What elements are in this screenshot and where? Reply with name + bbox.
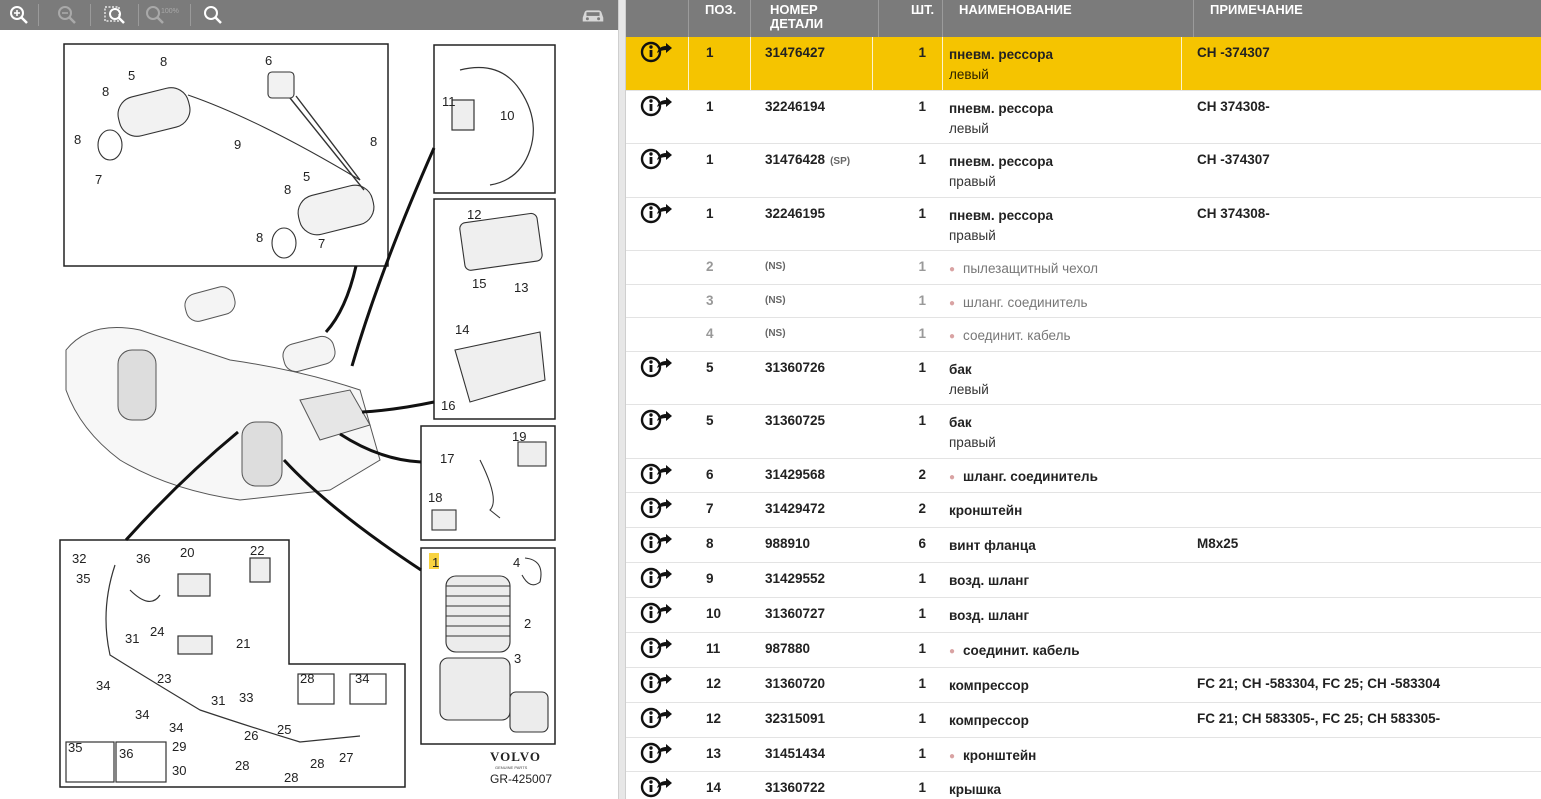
row-pos: 11 <box>706 641 721 656</box>
row-qty: 6 <box>918 536 926 551</box>
callout-33: 33 <box>239 690 254 705</box>
table-row[interactable] <box>626 668 1541 703</box>
table-row[interactable] <box>626 703 1541 738</box>
diagram-pane <box>0 0 618 799</box>
callout-5a: 5 <box>128 68 136 83</box>
callout-8b: 8 <box>102 84 110 99</box>
callout-32: 32 <box>72 551 87 566</box>
row-pos: 8 <box>706 536 714 551</box>
table-row[interactable] <box>626 144 1541 198</box>
row-name: ● соединит. кабель <box>949 328 1071 343</box>
row-name: пневм. рессора правый <box>949 154 1054 189</box>
diagram-toolbar <box>0 0 618 30</box>
callout-35a: 35 <box>76 571 91 586</box>
diagram-code: GR-425007 <box>490 772 553 786</box>
callout-31b: 31 <box>211 693 226 708</box>
table-row[interactable] <box>626 405 1541 459</box>
row-note: CH -374307 <box>1197 45 1270 60</box>
row-qty: 1 <box>918 152 926 167</box>
search-button[interactable] <box>198 2 228 28</box>
callout-9: 9 <box>234 137 242 152</box>
callout-10: 10 <box>500 108 515 123</box>
callout-4: 4 <box>513 555 521 570</box>
parts-table <box>626 0 1541 799</box>
info-link-icon[interactable] <box>640 40 674 64</box>
zoom-in-button[interactable] <box>4 2 34 28</box>
svg-text:VOLVO: VOLVO <box>490 749 541 764</box>
info-link-icon[interactable] <box>640 462 674 486</box>
row-part-number[interactable]: 32246194 <box>765 99 826 114</box>
header-pos: ПОЗ. <box>705 2 737 17</box>
info-link-icon[interactable] <box>640 636 674 660</box>
row-qty: 1 <box>918 206 926 221</box>
table-row[interactable] <box>626 738 1541 772</box>
callout-36b: 36 <box>119 746 134 761</box>
row-part-number[interactable]: 31360725 <box>765 413 826 428</box>
row-note: CH 374308- <box>1197 99 1270 114</box>
table-row[interactable] <box>626 493 1541 528</box>
table-row[interactable] <box>626 318 1541 352</box>
table-header <box>626 0 1541 37</box>
row-qty: 2 <box>918 501 926 516</box>
callout-30: 30 <box>172 763 187 778</box>
row-part-number[interactable]: 31360727 <box>765 606 826 621</box>
callout-14: 14 <box>455 322 470 337</box>
bullet-icon: ● <box>949 264 956 275</box>
row-name: бак левый <box>949 362 989 397</box>
callout-5b: 5 <box>303 169 311 184</box>
row-part-number[interactable]: 31360722 <box>765 780 826 795</box>
row-pos: 9 <box>706 571 714 586</box>
row-pos: 1 <box>706 45 714 60</box>
row-name: компрессор <box>949 678 1029 693</box>
row-pos: 4 <box>706 326 714 341</box>
row-pos: 5 <box>706 360 714 375</box>
callout-28a: 28 <box>300 671 315 686</box>
zoom-100-label: 100% <box>161 8 179 15</box>
table-row[interactable] <box>626 772 1541 799</box>
row-pos: 3 <box>706 293 714 308</box>
row-part-number[interactable]: 31360720 <box>765 676 826 691</box>
row-name: винт фланца <box>949 538 1036 553</box>
row-name: компрессор <box>949 713 1029 728</box>
row-name: кронштейн <box>949 503 1023 518</box>
callout-18: 18 <box>428 490 443 505</box>
callout-12: 12 <box>467 207 482 222</box>
callout-8a: 8 <box>160 54 168 69</box>
svg-text:GENUINE PARTS: GENUINE PARTS <box>495 765 528 770</box>
callout-31a: 31 <box>125 631 140 646</box>
info-link-icon[interactable] <box>640 147 674 171</box>
zoom-in-icon <box>8 4 30 26</box>
row-note: FC 21; CH -583304, FC 25; CH -583304 <box>1197 676 1441 691</box>
row-part-number[interactable]: 31360726 <box>765 360 826 375</box>
table-row[interactable] <box>626 198 1541 251</box>
callout-6: 6 <box>265 53 273 68</box>
info-link-icon[interactable] <box>640 496 674 520</box>
row-pos: 1 <box>706 152 714 167</box>
row-part-number[interactable]: 988910 <box>765 536 811 551</box>
row-name: пневм. рессора левый <box>949 47 1054 82</box>
info-link-icon[interactable] <box>640 601 674 625</box>
row-qty: 1 <box>918 571 926 586</box>
row-part-number[interactable]: 32315091 <box>765 711 826 726</box>
row-pos: 7 <box>706 501 714 516</box>
row-qty: 1 <box>918 413 926 428</box>
callout-22: 22 <box>250 543 265 558</box>
row-part-number[interactable]: 31429568 <box>765 467 826 482</box>
row-name: ● шланг. соединитель <box>949 295 1088 310</box>
info-link-icon[interactable] <box>640 94 674 118</box>
callout-13: 13 <box>514 280 529 295</box>
row-qty: 1 <box>918 326 926 341</box>
callout-7a: 7 <box>95 172 103 187</box>
header-name: НАИМЕНОВАНИЕ <box>959 2 1072 17</box>
zoom-fit-icon <box>104 4 126 26</box>
bullet-icon: ● <box>949 646 956 657</box>
search-icon <box>202 4 224 26</box>
row-part-number[interactable]: (NS) <box>765 328 786 339</box>
table-row[interactable] <box>626 251 1541 285</box>
row-note: CH 374308- <box>1197 206 1270 221</box>
row-part-number[interactable]: 31429552 <box>765 571 826 586</box>
callout-8e: 8 <box>284 182 292 197</box>
row-name: крышка <box>949 782 1002 797</box>
info-link-icon[interactable] <box>640 201 674 225</box>
row-pos: 10 <box>706 606 722 621</box>
bullet-icon: ● <box>949 751 956 762</box>
parts-diagram <box>0 30 618 799</box>
callout-8c: 8 <box>74 132 82 147</box>
row-name: ● шланг. соединитель <box>949 469 1098 484</box>
callout-34b: 34 <box>135 707 150 722</box>
row-qty: 1 <box>918 711 926 726</box>
car-icon <box>579 4 607 26</box>
callout-34c: 34 <box>169 720 184 735</box>
row-pos: 14 <box>706 780 722 795</box>
row-name: ● пылезащитный чехол <box>949 261 1099 276</box>
row-qty: 1 <box>918 45 926 60</box>
callout-3: 3 <box>514 651 522 666</box>
row-qty: 2 <box>918 467 926 482</box>
row-note: CH -374307 <box>1197 152 1270 167</box>
row-name: ● кронштейн <box>949 748 1037 763</box>
pane-splitter[interactable] <box>618 0 626 799</box>
row-qty: 1 <box>918 606 926 621</box>
zoom-100-icon <box>144 4 184 26</box>
callout-11: 11 <box>442 94 456 109</box>
callout-21: 21 <box>236 636 251 651</box>
callout-7b: 7 <box>318 236 326 251</box>
row-sp-tag: (SP) <box>830 156 851 167</box>
row-pos: 13 <box>706 746 722 761</box>
row-part-number[interactable]: (NS) <box>765 295 786 306</box>
table-row[interactable] <box>626 528 1541 563</box>
row-name: ● соединит. кабель <box>949 643 1080 658</box>
row-note: M8x25 <box>1197 536 1239 551</box>
row-pos: 12 <box>706 711 722 726</box>
callout-36a: 36 <box>136 551 151 566</box>
info-link-icon[interactable] <box>640 706 674 730</box>
row-part-number[interactable]: 31476427 <box>765 45 826 60</box>
row-pos: 5 <box>706 413 714 428</box>
zoom-out-button[interactable] <box>52 2 82 28</box>
callout-1: 1 <box>432 555 440 570</box>
callout-28b: 28 <box>235 758 250 773</box>
callout-20: 20 <box>180 545 195 560</box>
row-qty: 1 <box>918 676 926 691</box>
table-row[interactable] <box>626 37 1541 91</box>
table-row[interactable] <box>626 285 1541 318</box>
info-link-icon[interactable] <box>640 671 674 695</box>
row-name: бак правый <box>949 415 996 450</box>
table-row[interactable] <box>626 352 1541 405</box>
callout-29: 29 <box>172 739 187 754</box>
callout-27: 27 <box>339 750 354 765</box>
callout-8f: 8 <box>256 230 264 245</box>
info-link-icon[interactable] <box>640 408 674 432</box>
row-qty: 1 <box>918 259 926 274</box>
table-row[interactable] <box>626 598 1541 633</box>
row-qty: 1 <box>918 293 926 308</box>
bullet-icon: ● <box>949 298 956 309</box>
header-qty: ШТ. <box>911 2 935 17</box>
info-link-icon[interactable] <box>640 531 674 555</box>
vehicle-button[interactable] <box>576 2 610 28</box>
callout-28c: 28 <box>284 770 299 785</box>
row-qty: 1 <box>918 641 926 656</box>
info-link-icon[interactable] <box>640 355 674 379</box>
volvo-logo <box>490 749 541 770</box>
callout-15: 15 <box>472 276 487 291</box>
row-name: пневм. рессора правый <box>949 208 1054 243</box>
row-qty: 1 <box>918 780 926 795</box>
row-part-number[interactable]: 31429472 <box>765 501 826 516</box>
callout-8d: 8 <box>370 134 378 149</box>
callout-34d: 34 <box>355 671 370 686</box>
table-row[interactable] <box>626 459 1541 493</box>
row-pos: 1 <box>706 206 714 221</box>
callout-19: 19 <box>512 429 527 444</box>
row-qty: 1 <box>918 360 926 375</box>
row-part-number[interactable]: (NS) <box>765 261 786 272</box>
zoom-100-button[interactable] <box>142 2 186 28</box>
header-number: НОМЕР ДЕТАЛИ <box>770 2 824 31</box>
row-part-number[interactable]: 31476428 (SP) <box>765 152 851 167</box>
row-part-number[interactable]: 987880 <box>765 641 811 656</box>
callout-2: 2 <box>524 616 532 631</box>
zoom-fit-button[interactable] <box>100 2 130 28</box>
info-link-icon[interactable] <box>640 775 674 799</box>
bullet-icon: ● <box>949 331 956 342</box>
callout-17: 17 <box>440 451 455 466</box>
info-link-icon[interactable] <box>640 741 674 765</box>
callout-25: 25 <box>277 722 292 737</box>
table-row[interactable] <box>626 563 1541 598</box>
callout-24: 24 <box>150 624 165 639</box>
row-part-number[interactable]: 32246195 <box>765 206 826 221</box>
row-name: возд. шланг <box>949 608 1030 623</box>
table-row[interactable] <box>626 91 1541 144</box>
bullet-icon: ● <box>949 472 956 483</box>
callout-28d: 28 <box>310 756 325 771</box>
row-name: пневм. рессора левый <box>949 101 1054 136</box>
row-pos: 1 <box>706 99 714 114</box>
row-qty: 1 <box>918 746 926 761</box>
row-note: FC 21; CH 583305-, FC 25; CH 583305- <box>1197 711 1441 726</box>
info-link-icon[interactable] <box>640 566 674 590</box>
callout-23: 23 <box>157 671 172 686</box>
callout-34a: 34 <box>96 678 111 693</box>
zoom-out-icon <box>56 4 78 26</box>
callout-35b: 35 <box>68 740 83 755</box>
row-part-number[interactable]: 31451434 <box>765 746 826 761</box>
row-qty: 1 <box>918 99 926 114</box>
row-pos: 12 <box>706 676 722 691</box>
row-pos: 6 <box>706 467 714 482</box>
callout-16: 16 <box>441 398 456 413</box>
callout-26: 26 <box>244 728 259 743</box>
table-row[interactable] <box>626 633 1541 668</box>
header-note: ПРИМЕЧАНИЕ <box>1210 2 1303 17</box>
row-pos: 2 <box>706 259 714 274</box>
row-name: возд. шланг <box>949 573 1030 588</box>
